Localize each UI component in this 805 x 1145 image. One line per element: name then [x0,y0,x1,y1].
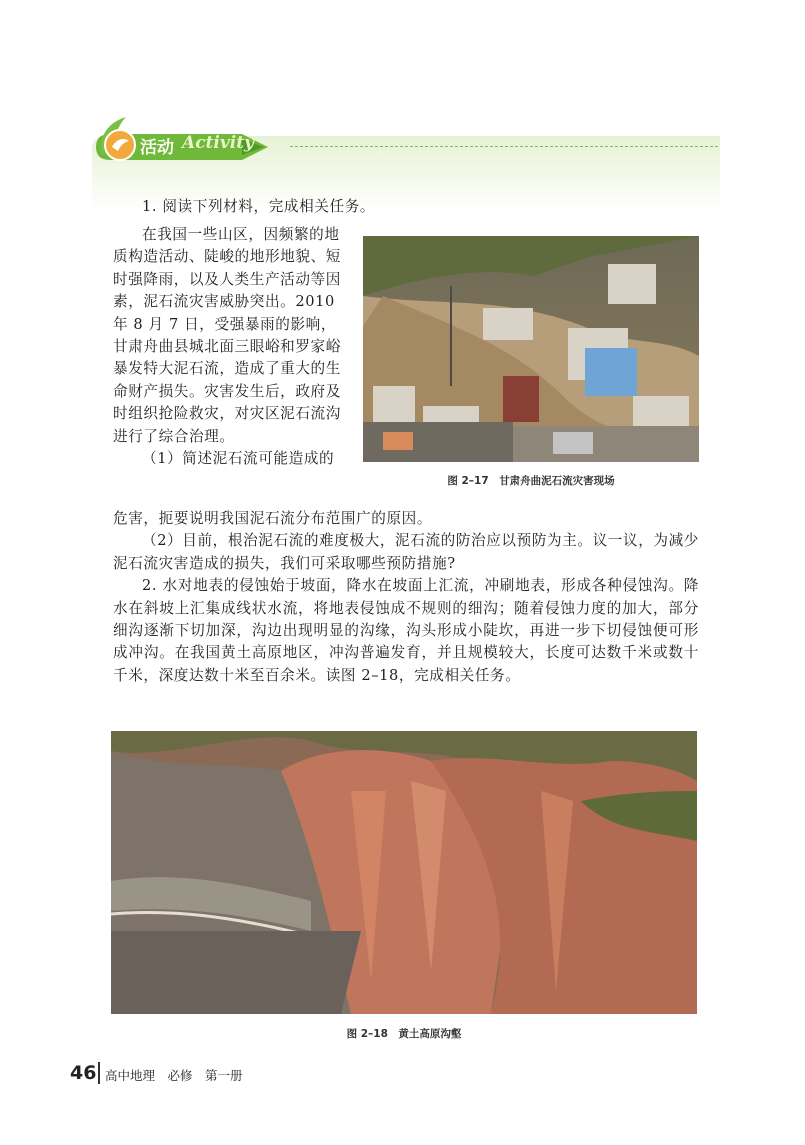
footer-divider [98,1062,100,1084]
page-number: 46 [70,1062,97,1084]
material-text-column [113,224,347,470]
book-title: 高中地理 必修 第一册 [105,1068,243,1083]
figure-2-17-caption: 图 2–17 甘肃舟曲泥石流灾害现场 [447,475,615,487]
activity-divider [290,146,718,147]
material-paragraph: 在我国一些山区，因频繁的地质构造活动、陡峻的地形地貌、短时强降雨，以及人类生产活动等因素，泥石流灾害威胁突出。2010 年 8 月 7 日，受强暴雨的影响，甘肃舟曲县城北面三眼峪和罗家峪暴发特大泥石流，造成了重大的生命财产损失。灾害发生后，政府及时组织抢险救灾，对灾区泥石流沟进行了综合治理。 [113,226,341,445]
activity-label: 活动 [140,138,174,158]
subtask-2: （2）目前，根治泥石流的难度极大，泥石流的防治应以预防为主。议一议，为减少泥石流灾害造成的损失，我们可采取哪些预防措施? [113,532,699,572]
paragraph-task-2: 2. 水对地表的侵蚀始于坡面，降水在坡面上汇流，冲刷地表，形成各种侵蚀沟。降水在斜坡上汇集成线状水流，将地表侵蚀成不规则的细沟；随着侵蚀力度的加大，部分细沟逐渐下切加深，沟边出现明显的沟缘，沟头形成小陡坎，再进一步下切侵蚀便可形成冲沟。在我国黄土高原地区，冲沟普遍发育，并且规模较大，长度可达数千米或数十千米，深度达数十米至百余米。读图 2–18，完成相关任务。 [113,577,699,684]
activity-label-en: Activity [182,133,254,153]
main-text-column [113,508,699,687]
loess-gully-photo [111,731,697,1014]
mudslide-photo [363,236,699,462]
figure-2-18-caption: 图 2–18 黄土高原沟壑 [346,1028,462,1040]
subtask-1-start: （1）简述泥石流可能造成的 [142,450,335,468]
subtask-1-end: 危害，扼要说明我国泥石流分布范围广的原因。 [113,510,433,527]
leaf-bird-icon [96,115,140,163]
paragraph-task-1: 1. 阅读下列材料，完成相关任务。 [142,198,376,215]
